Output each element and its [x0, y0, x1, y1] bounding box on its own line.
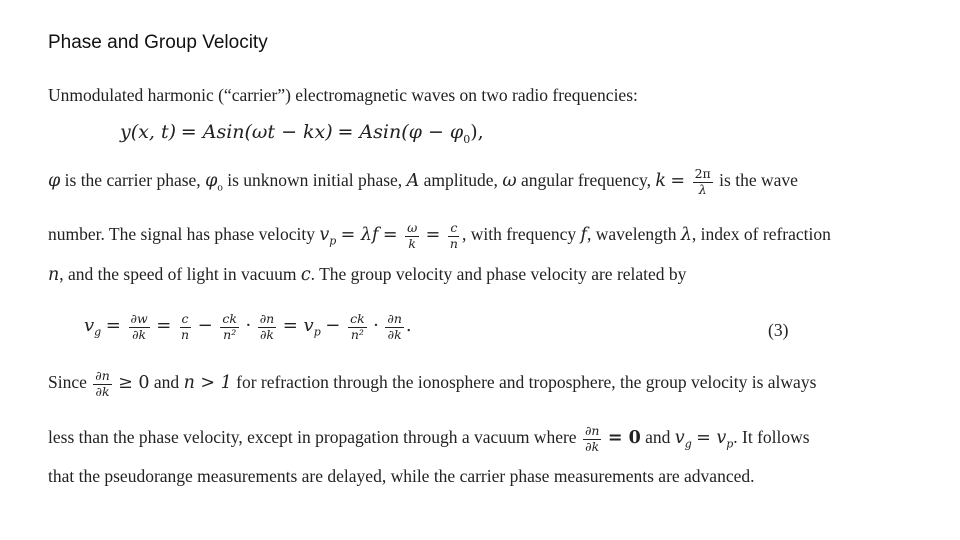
lambda-f: λf — [360, 225, 379, 246]
fraction-numerator: ω — [407, 220, 418, 235]
ck-n2-fraction — [220, 313, 239, 341]
fraction-denominator: ∂k — [387, 326, 402, 342]
vg-symbol: v — [84, 315, 95, 337]
paragraph-line-4 — [48, 370, 816, 398]
eq1-subscript: 0 — [463, 132, 471, 146]
fraction-denominator: k — [408, 235, 416, 251]
fraction-denominator: ∂k — [585, 438, 600, 454]
fraction-numerator: ∂n — [95, 368, 110, 383]
slide-title: Phase and Group Velocity — [48, 32, 268, 53]
fraction-numerator: ck — [350, 311, 365, 326]
vp-subscript: p — [329, 234, 337, 248]
text: Since — [48, 372, 87, 393]
fraction-denominator: ∂k — [132, 326, 147, 342]
text: is the carrier phase, — [64, 170, 201, 191]
equation-1: y(x, $t) = Asin(\omega t - kx) = Asin(\varphi - \varphi_0)$, — [120, 121, 484, 146]
c-over-n-fraction — [448, 222, 460, 250]
paragraph-line-6: that the pseudorange measurements are delayed, while the carrier phase measurements are advanced. — [48, 466, 755, 486]
fraction-numerator: ∂n — [584, 423, 600, 438]
fraction-denominator: λ — [698, 181, 707, 197]
fraction-denominator: n — [449, 235, 458, 251]
intro-text: Unmodulated harmonic (“carrier”) electromagnetic waves on two radio frequencies: — [48, 85, 638, 105]
eq1-mid: Asin(ωt − kx) — [202, 121, 333, 143]
vp-symbol: v — [319, 225, 330, 246]
paragraph-line-1: φ is the carrier phase, $\varphi_o$ is unknown initial phase, A amplitude, ω angular frequency, k = $\frac{2\pi}{\lambda}$ is the wave — [48, 166, 798, 197]
c-symbol: c — [300, 265, 311, 285]
vg-subscript: g — [684, 437, 692, 451]
dn-dk-fraction — [583, 425, 602, 453]
fraction-numerator: ∂n — [259, 311, 275, 326]
vp-subscript: p — [313, 325, 321, 339]
text: and — [645, 427, 671, 448]
c-n-fraction — [179, 313, 191, 341]
text: angular frequency, — [520, 170, 652, 191]
phi0-symbol: φ — [205, 171, 218, 192]
fraction-numerator: c — [450, 220, 458, 235]
equation-3: $v_g$ = $\frac{\partial w}{\partial k}$ = $\frac{c}{n}$ − $\frac{ck}{\text{n²}}$ · $\frac{\partial n}{\partial k}$ = $v_p$ − $\frac{ck}{\text{n²}}$ · $\frac{\partial n}{\partial k}$ . — [84, 311, 412, 342]
fraction-denominator: n² — [350, 326, 364, 342]
text: number. The signal has phase velocity — [48, 224, 315, 245]
vp-symbol: v — [716, 428, 727, 449]
fraction-numerator: ck — [222, 311, 237, 326]
text: less than the phase velocity, except in propagation through a vacuum where — [48, 427, 577, 448]
phi-symbol: φ — [48, 171, 61, 192]
fraction-denominator: ∂k — [259, 326, 274, 342]
text: , index of refraction — [691, 224, 831, 245]
paragraph-line-5: less than the phase velocity, except in propagation through a vacuum where $\frac{\partial n}{\partial k}$ = 0 and $v_g = v_p$. It follows — [48, 423, 810, 454]
dw-dk-fraction — [129, 313, 150, 341]
dn-dk-fraction — [93, 370, 112, 398]
eq1-rhs: Asin(φ − φ — [359, 121, 464, 143]
wave-number-fraction — [693, 168, 713, 196]
text: , wavelength — [587, 224, 677, 245]
text: for refraction through the ionosphere and troposphere, the group velocity is always — [236, 372, 817, 393]
amplitude-symbol: A — [406, 171, 420, 192]
f-symbol: f — [580, 225, 588, 246]
text: , and the speed of light in vacuum — [59, 264, 297, 284]
paragraph-line-3 — [48, 264, 686, 285]
lambda-symbol: λ — [680, 225, 692, 246]
fraction-denominator: n — [181, 326, 190, 342]
omega-over-k-fraction — [405, 222, 419, 250]
vg-symbol: v — [674, 428, 685, 449]
n-gt-one: n > 1 — [183, 373, 232, 394]
text: , with frequency — [461, 224, 577, 245]
eq1-lhs: y(x, t) — [120, 121, 176, 143]
dn-dk-fraction-2 — [385, 313, 404, 341]
phi0-subscript: o — [217, 181, 223, 194]
ck-n2-fraction-2 — [348, 313, 367, 341]
vp-symbol: v — [303, 315, 314, 337]
paragraph-line-2: number. The signal has phase velocity $v_p = \lambda f$ = $\frac{\omega}{k}$ = $\frac{c}{n}$ , with frequency f, wavelength λ, index of refraction — [48, 220, 831, 251]
text: and — [153, 372, 180, 393]
eq-zero: = 0 — [607, 428, 641, 449]
vp-subscript: p — [726, 437, 734, 451]
fraction-denominator: ∂k — [95, 383, 110, 399]
fraction-numerator: ∂n — [387, 311, 402, 326]
fraction-numerator: ∂w — [130, 311, 148, 326]
text: is unknown initial phase, — [227, 170, 403, 191]
vg-subscript: g — [94, 325, 102, 339]
fraction-numerator: 2π — [694, 166, 711, 181]
omega-symbol: ω — [502, 171, 517, 192]
k-symbol: k — [655, 171, 666, 192]
dn-dk-fraction — [258, 313, 277, 341]
text: is the wave — [719, 170, 798, 191]
fraction-numerator: c — [181, 311, 189, 326]
text: amplitude, — [423, 170, 498, 191]
equation-number: (3) — [768, 320, 789, 340]
ge-zero: ≥ 0 — [118, 373, 150, 394]
eq1-end: ), — [470, 121, 484, 143]
text: . It follows — [733, 427, 810, 448]
text: . The group velocity and phase velocity are related by — [310, 264, 687, 284]
n-symbol: n — [48, 265, 60, 285]
fraction-denominator: n² — [223, 326, 237, 342]
